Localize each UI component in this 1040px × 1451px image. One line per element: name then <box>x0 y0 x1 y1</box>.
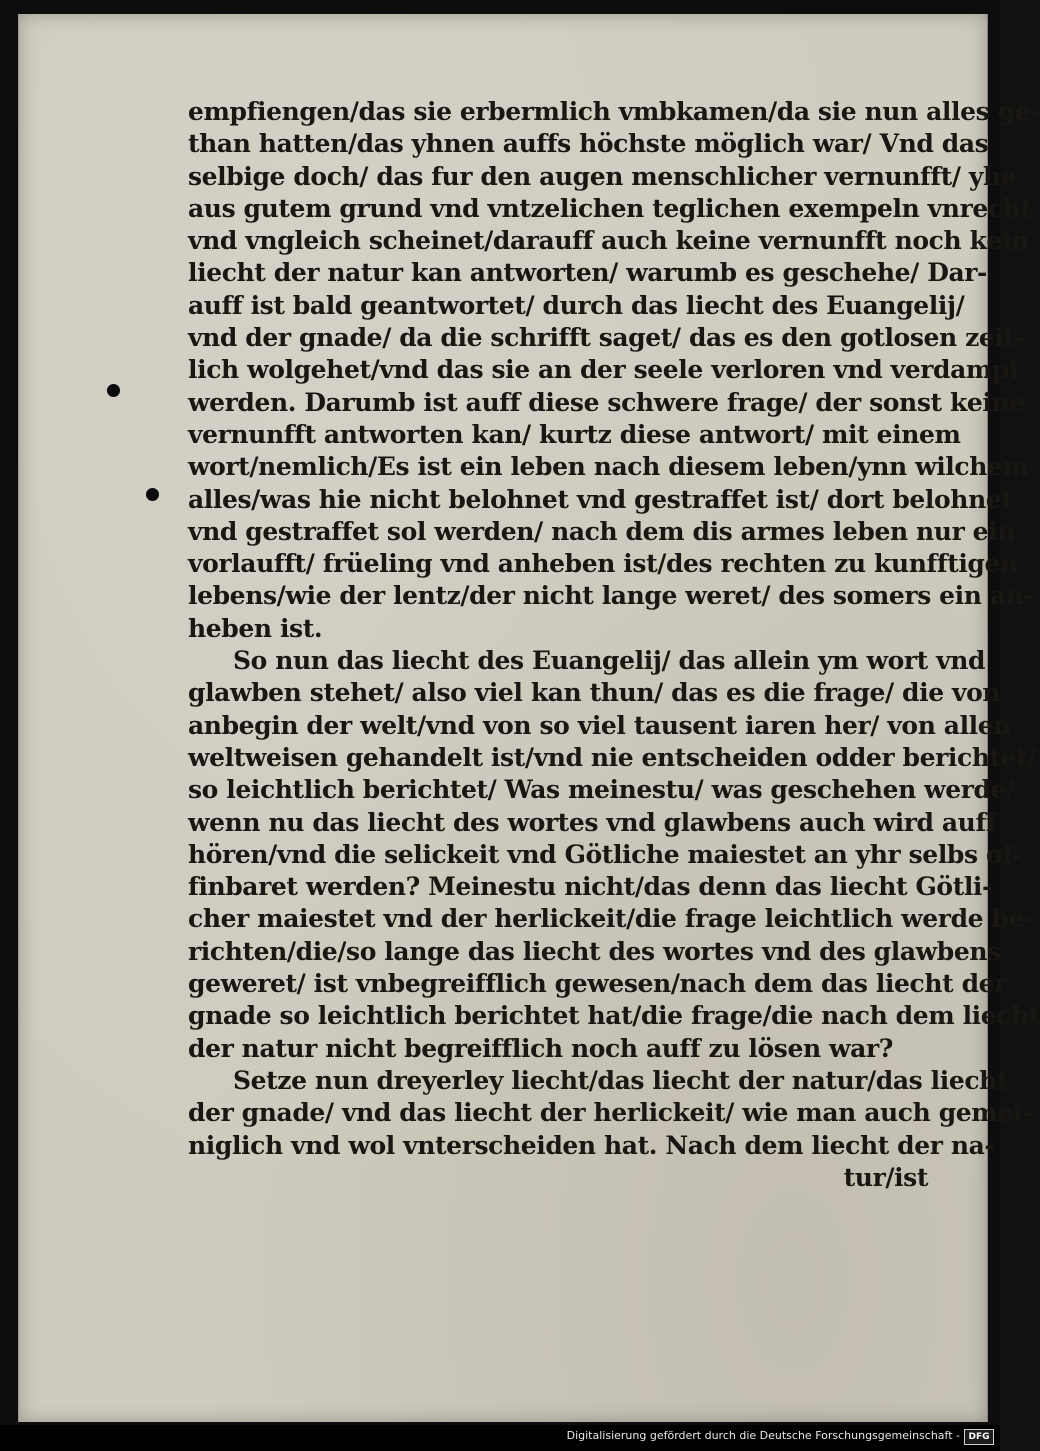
catchword: tur/ist <box>843 1162 928 1192</box>
text-line: vorlaufft/ früeling vnd anheben ist/des rechten zu kunfftigen <box>188 549 1018 579</box>
paragraph-start-line: So nun das liecht des Euangelij/ das allein ym wort vnd <box>233 646 986 676</box>
text-line: geweret/ ist vnbegreifflich gewesen/nach dem das liecht der <box>188 969 1007 999</box>
binding-hole <box>146 488 159 501</box>
text-line: than hatten/das yhnen auffs höchste möglich war/ Vnd das <box>188 129 989 159</box>
text-line: so leichtlich berichtet/ Was meinestu/ was geschehen werde/ <box>188 775 1015 805</box>
text-line: niglich vnd wol vnterscheiden hat. Nach dem liecht der na- <box>188 1130 995 1160</box>
text-line: vnd der gnade/ da die schrifft saget/ das es den gotlosen zeit- <box>188 323 1025 353</box>
text-line: selbige doch/ das fur den augen menschlicher vernunfft/ yhe <box>188 161 1017 191</box>
text-line: werden. Darumb ist auff diese schwere frage/ der sonst keine <box>188 387 1025 417</box>
text-line: wort/nemlich/Es ist ein leben nach diesem leben/ynn wilchem <box>188 452 1029 482</box>
text-line: aus gutem grund vnd vntzelichen teglichen exempeln vnrecht <box>188 193 1032 223</box>
text-line: der natur nicht begreifflich noch auff zu lösen war? <box>188 1033 893 1063</box>
digitization-footer <box>0 1425 1000 1451</box>
text-line: gnade so leichtlich berichtet hat/die frage/die nach dem liecht <box>188 1001 1040 1031</box>
footer-credit-text: Digitalisierung gefördert durch die Deutsche Forschungsgemeinschaft - <box>566 1429 960 1442</box>
text-line: vnd gestraffet sol werden/ nach dem dis armes leben nur ein <box>188 516 1016 546</box>
text-line: hören/vnd die selickeit vnd Götliche maiestet an yhr selbs of- <box>188 839 1022 869</box>
text-line: vnd vngleich scheinet/darauff auch keine vernunfft noch kein <box>188 226 1029 256</box>
text-line: richten/die/so lange das liecht des wortes vnd des glawbens <box>188 936 1001 966</box>
text-line: auff ist bald geantwortet/ durch das liecht des Euangelij/ <box>188 290 965 320</box>
dfg-logo-icon: DFG <box>964 1429 994 1445</box>
text-line: cher maiestet vnd der herlickeit/die frage leichtlich werde be- <box>188 904 1035 934</box>
text-line: wenn nu das liecht des wortes vnd glawbens auch wird auff <box>188 807 997 837</box>
text-line: weltweisen gehandelt ist/vnd nie entscheiden odder berichtet/ <box>188 742 1037 772</box>
text-line: heben ist. <box>188 613 323 643</box>
text-line: liecht der natur kan antworten/ warumb es geschehe/ Dar- <box>188 258 988 288</box>
text-line: finbaret werden? Meinestu nicht/das denn das liecht Götli- <box>188 872 993 902</box>
text-line: lebens/wie der lentz/der nicht lange weret/ des somers ein an- <box>188 581 1034 611</box>
text-line: anbegin der welt/vnd von so viel tausent iaren her/ von allen <box>188 710 1012 740</box>
text-line: vernunfft antworten kan/ kurtz diese antwort/ mit einem <box>188 419 961 449</box>
text-line: empfiengen/das sie erbermlich vmbkamen/da sie nun alles ge- <box>188 97 1040 126</box>
paragraph-start-line: Setze nun dreyerley liecht/das liecht der natur/das liecht <box>233 1065 1009 1095</box>
text-line: alles/was hie nicht belohnet vnd gestraffet ist/ dort belohnet <box>188 484 1013 514</box>
text-line: lich wolgehet/vnd das sie an der seele verloren vnd verdampt <box>188 355 1021 385</box>
page-text <box>188 96 1040 1194</box>
text-line: glawben stehet/ also viel kan thun/ das es die frage/ die von <box>188 678 1001 708</box>
text-line: der gnade/ vnd das liecht der herlickeit/ wie man auch gemei- <box>188 1098 1032 1128</box>
binding-hole <box>107 384 120 397</box>
